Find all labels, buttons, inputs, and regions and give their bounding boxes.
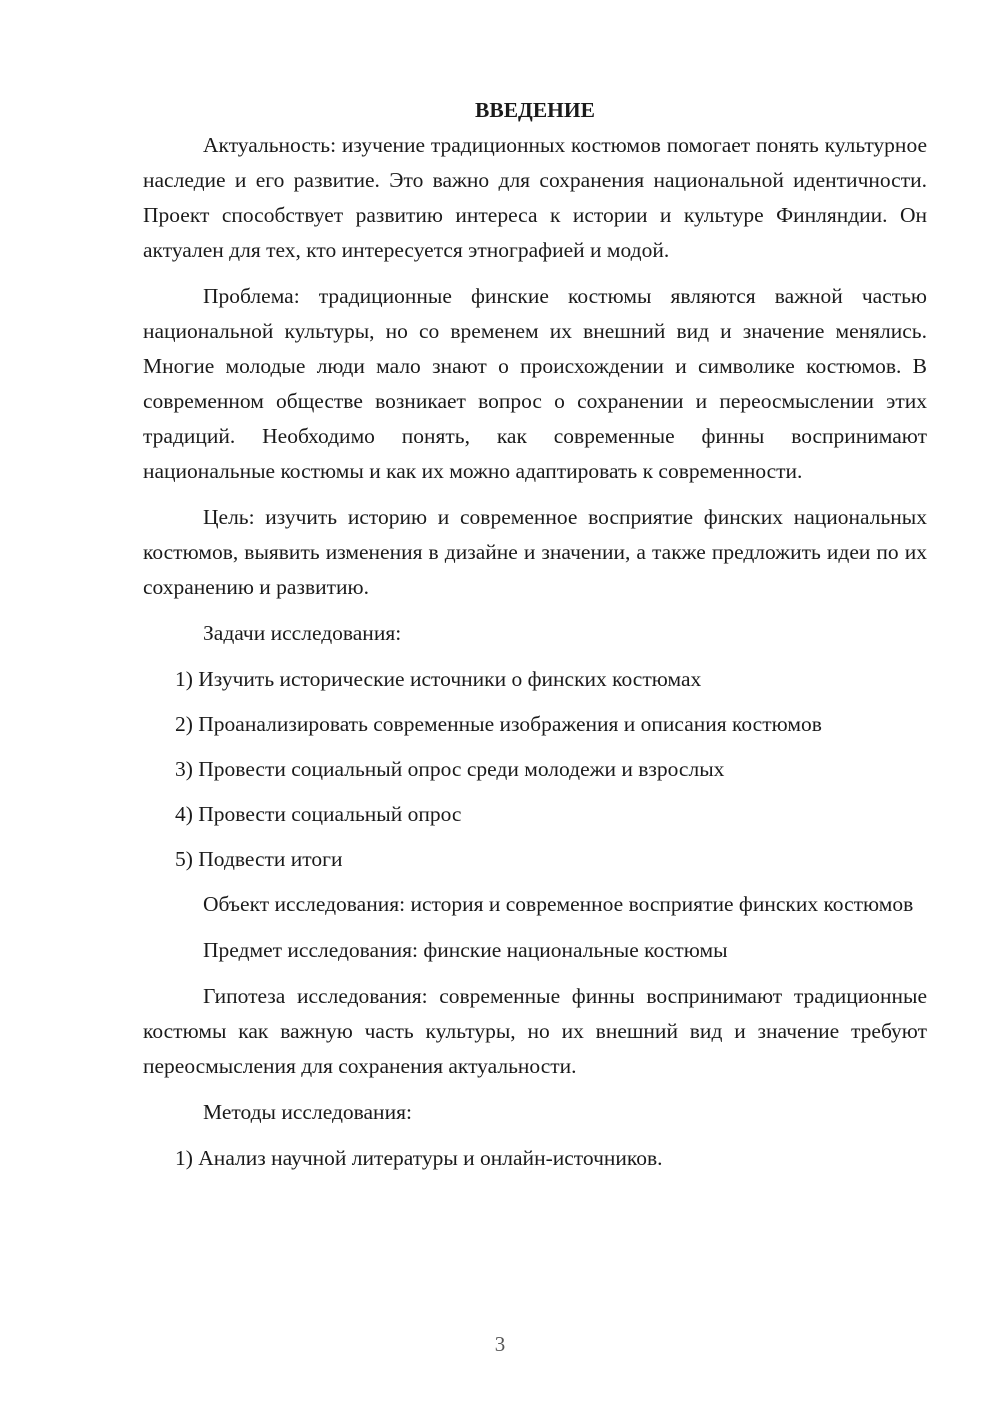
list-item: 5) Подвести итоги [175, 847, 343, 871]
subject-paragraph: Предмет исследования: финские национальные костюмы [203, 938, 728, 962]
goal-paragraph: Цель: изучить историю и современное восприятие финских национальных костюмов, выявить изменения в дизайне и значении, а также предложить идеи по их сохранению и развитию. [143, 505, 927, 599]
list-item: 3) Провести социальный опрос среди молодежи и взрослых [175, 757, 725, 781]
page-number: 3 [494, 1332, 506, 1356]
hypothesis-paragraph: Гипотеза исследования: современные финны воспринимают традиционные костюмы как важную часть культуры, но их внешний вид и значение требуют переосмысления для сохранения актуальности. [143, 984, 927, 1078]
list-item: 4) Провести социальный опрос [175, 802, 462, 826]
object-paragraph: Объект исследования: история и современное восприятие финских костюмов [203, 892, 914, 916]
document-page [143, 93, 927, 1186]
problem-paragraph: Проблема: традиционные финские костюмы являются важной частью национальной культуры, но со временем их внешний вид и значение менялись. Многие молодые люди мало знают о происхождении и символике костюмов. В современном обществе возникает вопрос о сохранении и переосмыслении этих традиций. Необходимо понять, как современные финны воспринимают национальные костюмы и как их можно адаптировать к современности. [143, 284, 927, 483]
relevance-paragraph: Актуальность: изучение традиционных костюмов помогает понять культурное наследие и его развитие. Это важно для сохранения национальной идентичности. Проект способствует развитию интереса к истории и культуре Финляндии. Он актуален для тех, кто интересуется этнографией и модой. [143, 133, 927, 262]
list-item: 1) Изучить исторические источники о финских костюмах [175, 667, 702, 691]
methods-heading: Методы исследования: [203, 1100, 412, 1124]
methods-list [143, 1141, 927, 1176]
list-item: 2) Проанализировать современные изображения и описания костюмов [175, 712, 822, 736]
tasks-heading: Задачи исследования: [203, 621, 402, 645]
list-item: 1) Анализ научной литературы и онлайн-источников. [175, 1146, 663, 1170]
tasks-list [143, 662, 927, 877]
section-heading: ВВЕДЕНИЕ [475, 98, 595, 122]
